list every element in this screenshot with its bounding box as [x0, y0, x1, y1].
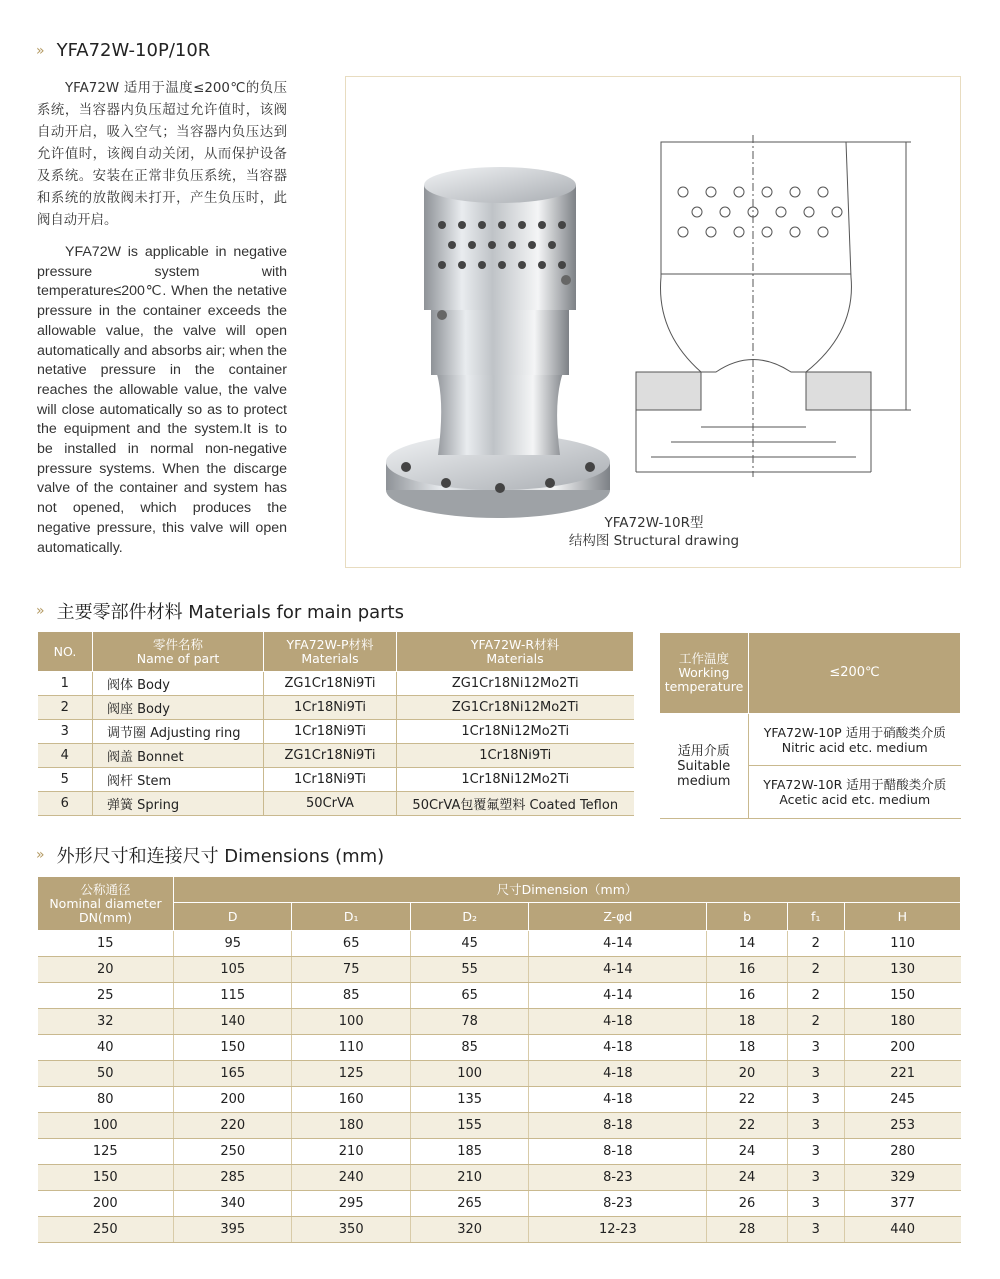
table-cell: 165: [174, 1061, 292, 1087]
col-d1: D₁: [292, 903, 410, 931]
figure-caption: 结构图 Structural drawing: [568, 533, 740, 549]
table-cell: 150: [38, 1165, 174, 1191]
table-cell: 350: [292, 1217, 410, 1243]
table-cell: 15: [38, 931, 174, 957]
col-f1: f₁: [787, 903, 844, 931]
table-cell: 40: [38, 1035, 174, 1061]
table-row: [38, 957, 961, 983]
table-cell: 16: [707, 983, 787, 1009]
table-cell: 110: [844, 931, 960, 957]
col-b: b: [707, 903, 787, 931]
table-cell: 4-14: [529, 983, 707, 1009]
table-cell: 250: [38, 1217, 174, 1243]
intro-english: YFA72W is applicable in negative pressure system with temperature≤200℃. When the netative pressure in the container exceeds the allowable value, the valve will open automatically and absorbs air; when the netative pressure in the container reaches the allowable value, the valve will close automatically so as to protect the equipment and the system.It is to be installed in normal non-negative pressure systems. When the discarge valve of the container and system has not opened, which produces the negative pressure, this valve will open automatically.: [37, 244, 287, 556]
table-cell: 280: [844, 1139, 960, 1165]
table-cell: 20: [707, 1061, 787, 1087]
table-cell: 320: [410, 1217, 528, 1243]
col-zd: Z-φd: [529, 903, 707, 931]
table-cell: 210: [292, 1139, 410, 1165]
table-cell: 2: [787, 931, 844, 957]
table-cell: 8-18: [529, 1139, 707, 1165]
table-cell: 85: [292, 983, 410, 1009]
table-cell: 240: [292, 1165, 410, 1191]
table-cell: 155: [410, 1113, 528, 1139]
table-cell: 65: [292, 931, 410, 957]
table-cell: 200: [174, 1087, 292, 1113]
figure-model-caption: YFA72W-10R型: [604, 515, 704, 531]
table-cell: 22: [707, 1087, 787, 1113]
table-cell: 377: [844, 1191, 960, 1217]
page-title: YFA72W-10P/10R: [56, 40, 211, 61]
dimensions-heading: [36, 842, 384, 868]
conditions-table: [659, 632, 961, 819]
table-cell: 32: [38, 1009, 174, 1035]
table-cell: 100: [38, 1113, 174, 1139]
table-cell: 200: [38, 1191, 174, 1217]
table-cell: 22: [707, 1113, 787, 1139]
temp-label: 工作温度 Working temperature: [660, 633, 749, 714]
table-cell: 2: [787, 957, 844, 983]
table-cell: 253: [844, 1113, 960, 1139]
col-d2: D₂: [410, 903, 528, 931]
materials-title: 主要零部件材料 Materials for main parts: [56, 602, 404, 623]
chevron-icon: »: [36, 42, 43, 59]
col-group: 尺寸Dimension（mm）: [174, 877, 961, 903]
table-row: [38, 1061, 961, 1087]
valve-photo: [376, 165, 616, 525]
table-cell: 75: [292, 957, 410, 983]
table-row: [38, 1035, 961, 1061]
table-cell: 221: [844, 1061, 960, 1087]
medium-r: YFA72W-10R 适用于醋酸类介质 Acetic acid etc. medium: [749, 766, 961, 819]
materials-heading: [36, 598, 404, 624]
structural-drawing: [631, 127, 941, 547]
table-row: 3 调节圈 Adjusting ring 1Cr18Ni9Ti 1Cr18Ni12Mo2Ti: [38, 720, 634, 744]
table-cell: 115: [174, 983, 292, 1009]
col-nominal: 公称通径 Nominal diameter DN(mm): [38, 877, 174, 931]
chevron-icon: »: [36, 603, 43, 619]
table-cell: 125: [292, 1061, 410, 1087]
table-cell: 26: [707, 1191, 787, 1217]
table-cell: 8-23: [529, 1165, 707, 1191]
table-cell: 12-23: [529, 1217, 707, 1243]
table-cell: 14: [707, 931, 787, 957]
table-cell: 3: [787, 1035, 844, 1061]
table-row: 2 阀座 Body 1Cr18Ni9Ti ZG1Cr18Ni12Mo2Ti: [38, 696, 634, 720]
table-cell: 110: [292, 1035, 410, 1061]
table-cell: 295: [292, 1191, 410, 1217]
col-h: H: [844, 903, 960, 931]
table-cell: 3: [787, 1087, 844, 1113]
medium-label: 适用介质 Suitable medium: [660, 714, 749, 819]
figure-panel: [345, 76, 961, 568]
chevron-icon: »: [36, 847, 43, 863]
table-cell: 340: [174, 1191, 292, 1217]
temp-value: ≤200℃: [749, 633, 961, 714]
col-no: NO.: [38, 632, 93, 672]
table-cell: 28: [707, 1217, 787, 1243]
table-cell: 4-18: [529, 1087, 707, 1113]
table-cell: 20: [38, 957, 174, 983]
table-cell: 180: [292, 1113, 410, 1139]
table-cell: 4-14: [529, 957, 707, 983]
table-cell: 24: [707, 1139, 787, 1165]
table-row: [38, 1139, 961, 1165]
table-row: 6 弹簧 Spring 50CrVA 50CrVA包覆氟塑料 Coated Teflon: [38, 792, 634, 816]
table-cell: 185: [410, 1139, 528, 1165]
col-r: YFA72W-R材料 Materials: [397, 632, 634, 672]
table-row: [38, 931, 961, 957]
table-row: 1 阀体 Body ZG1Cr18Ni9Ti ZG1Cr18Ni12Mo2Ti: [38, 672, 634, 696]
table-cell: 210: [410, 1165, 528, 1191]
col-name: 零件名称 Name of part: [93, 632, 264, 672]
table-row: 4 阀盖 Bonnet ZG1Cr18Ni9Ti 1Cr18Ni9Ti: [38, 744, 634, 768]
table-cell: 265: [410, 1191, 528, 1217]
page-heading: [36, 40, 210, 61]
table-cell: 25: [38, 983, 174, 1009]
table-cell: 3: [787, 1113, 844, 1139]
table-cell: 65: [410, 983, 528, 1009]
table-cell: 50: [38, 1061, 174, 1087]
table-cell: 125: [38, 1139, 174, 1165]
table-cell: 440: [844, 1217, 960, 1243]
table-cell: 4-14: [529, 931, 707, 957]
intro-chinese: YFA72W 适用于温度≤200℃的负压系统，当容器内负压超过允许值时，该阀自动开启，吸入空气；当容器内负压达到允许值时，该阀自动关闭，从而保护设备及系统。安装在正常非负压系统，当容器和系统的放散阀未打开，产生负压时，此阀自动开启。: [37, 81, 287, 228]
table-cell: 285: [174, 1165, 292, 1191]
table-cell: 3: [787, 1191, 844, 1217]
table-cell: 3: [787, 1139, 844, 1165]
table-cell: 2: [787, 1009, 844, 1035]
table-row: [38, 1217, 961, 1243]
table-cell: 55: [410, 957, 528, 983]
table-cell: 78: [410, 1009, 528, 1035]
medium-p: YFA72W-10P 适用于硝酸类介质 Nitric acid etc. medium: [749, 714, 961, 766]
table-cell: 245: [844, 1087, 960, 1113]
dimensions-table: [37, 876, 961, 1243]
table-row: 5 阀杆 Stem 1Cr18Ni9Ti 1Cr18Ni12Mo2Ti: [38, 768, 634, 792]
table-cell: 250: [174, 1139, 292, 1165]
table-cell: 2: [787, 983, 844, 1009]
table-cell: 3: [787, 1165, 844, 1191]
table-cell: 200: [844, 1035, 960, 1061]
table-cell: 3: [787, 1061, 844, 1087]
table-cell: 329: [844, 1165, 960, 1191]
table-cell: 140: [174, 1009, 292, 1035]
table-row: [38, 1113, 961, 1139]
table-cell: 150: [174, 1035, 292, 1061]
table-cell: 85: [410, 1035, 528, 1061]
table-cell: 8-18: [529, 1113, 707, 1139]
table-cell: 4-18: [529, 1009, 707, 1035]
table-row: [38, 1165, 961, 1191]
table-cell: 80: [38, 1087, 174, 1113]
table-cell: 4-18: [529, 1035, 707, 1061]
table-cell: 4-18: [529, 1061, 707, 1087]
table-row: [38, 1009, 961, 1035]
table-cell: 150: [844, 983, 960, 1009]
materials-table: [37, 631, 634, 816]
table-cell: 16: [707, 957, 787, 983]
table-cell: 18: [707, 1035, 787, 1061]
table-cell: 395: [174, 1217, 292, 1243]
table-cell: 160: [292, 1087, 410, 1113]
table-cell: 135: [410, 1087, 528, 1113]
table-cell: 3: [787, 1217, 844, 1243]
table-cell: 95: [174, 931, 292, 957]
table-cell: 18: [707, 1009, 787, 1035]
table-row: [38, 1087, 961, 1113]
table-cell: 100: [292, 1009, 410, 1035]
table-row: [38, 983, 961, 1009]
table-cell: 180: [844, 1009, 960, 1035]
table-row: [38, 1191, 961, 1217]
table-cell: 24: [707, 1165, 787, 1191]
table-cell: 100: [410, 1061, 528, 1087]
table-cell: 45: [410, 931, 528, 957]
col-d: D: [174, 903, 292, 931]
table-cell: 220: [174, 1113, 292, 1139]
dimensions-title: 外形尺寸和连接尺寸 Dimensions (mm): [56, 846, 385, 867]
table-cell: 105: [174, 957, 292, 983]
table-cell: 8-23: [529, 1191, 707, 1217]
col-p: YFA72W-P材料 Materials: [264, 632, 397, 672]
table-cell: 130: [844, 957, 960, 983]
